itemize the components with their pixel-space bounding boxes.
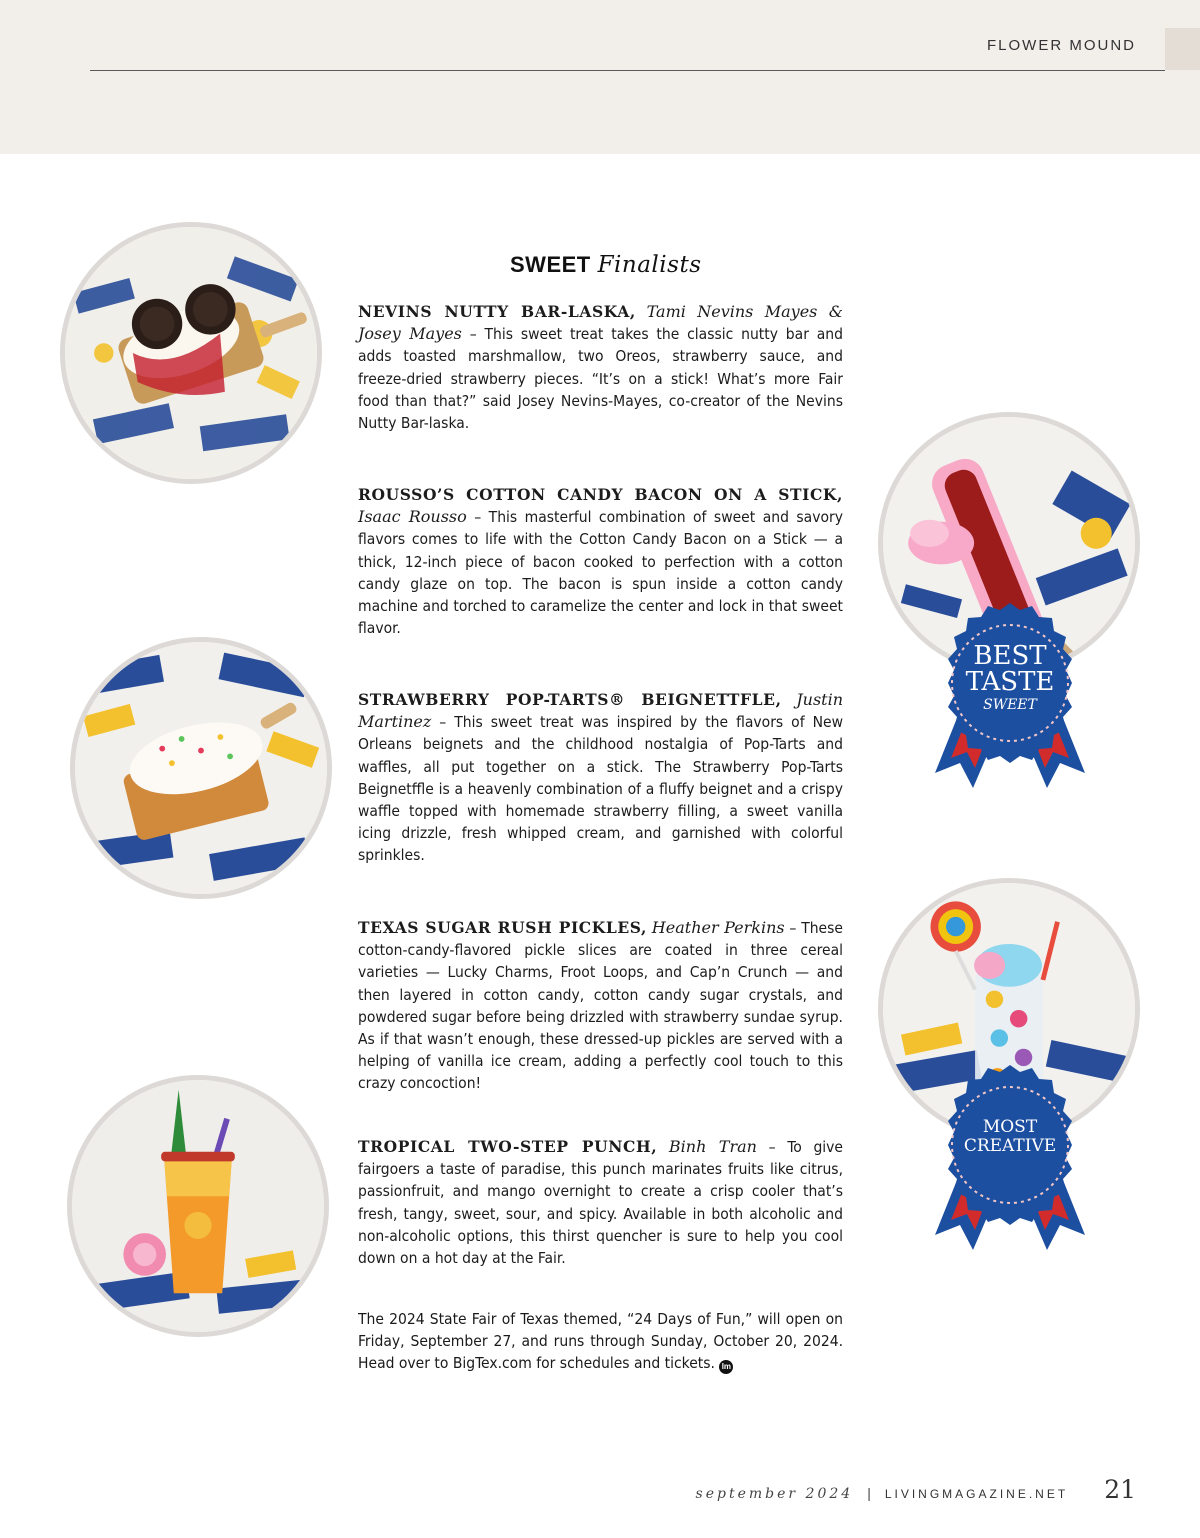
footer-month: september 2024 <box>695 1486 854 1502</box>
ribbon-best-taste <box>925 598 1095 808</box>
entry-name: STRAWBERRY POP-TARTS® BEIGNETTFLE, <box>358 690 782 709</box>
page-edge-tab <box>1165 28 1200 70</box>
entry-name: TEXAS SUGAR RUSH PICKLES, <box>358 918 647 937</box>
title-italic: Finalists <box>597 252 702 278</box>
page-number: 21 <box>1104 1475 1136 1504</box>
closing-paragraph <box>358 1308 843 1375</box>
header-rule <box>90 70 1165 71</box>
photo-tropical-punch <box>67 1075 329 1337</box>
photo-nutty-bar-laska <box>60 222 322 484</box>
entry-text: – These cotton-candy-flavored pickle slices are coated in three cereal varieties — Lucky Charms, Froot Loops, and Cap’n Crunch — and then layered in cotton candy, cotton candy sugar crystals, and powdered sugar before being drizzled with strawberry sundae syrup. As if that wasn’t enough, these dressed-up pickles are served with a helping of vanilla ice cream, adding a perfectly cool touch to this crazy concoction! <box>358 919 843 1093</box>
ribbon-line-3: SWEET <box>983 697 1037 713</box>
entry-author: Binh Tran <box>668 1137 757 1156</box>
entry-text: – This sweet treat takes the classic nutty bar and adds toasted marshmallow, two Oreos, strawberry sauce, and freeze-dried strawberry pieces. “It’s on a stick! What’s more Fair food than that?” said Josey Nevins-Mayes, co-creator of the Nevins Nutty Bar-laska. <box>358 325 843 433</box>
entry-beignettfle <box>358 689 843 867</box>
entry-name: NEVINS NUTTY BAR-LASKA, <box>358 302 636 321</box>
entry-text: – To give fairgoers a taste of paradise, this punch marinates fruits like citrus, passionfruit, and mango overnight to create a crisp cooler that’s fresh, tangy, sweet, sour, and spicy. Available in both alcoholic and non-alcoholic options, this thirst quencher is sure to help you cool down on a hot day at the Fair. <box>358 1138 843 1268</box>
photo-beignettfle <box>70 637 332 899</box>
page-footer <box>696 1475 1136 1505</box>
entry-text: – This masterful combination of sweet and savory flavors comes to life with the Cotton Candy Bacon on a Stick — a thick, 12-inch piece of bacon cooked to perfection with a cotton candy glaze on top. The bacon is spun inside a cotton candy machine and torched to caramelize the center and lock in that sweet flavor. <box>358 508 843 638</box>
entry-author: Tami Nevins Mayes & Josey Mayes <box>358 302 843 344</box>
ribbon-line-2: CREATIVE <box>963 1136 1057 1156</box>
entry-author: Isaac Rousso <box>358 507 467 527</box>
header-band <box>0 0 1200 154</box>
entry-text: – This sweet treat was inspired by the flavors of New Orleans beignets and the childhood nostalgia of Pop-Tarts and waffles, all put together on a stick. The Strawberry Pop-Tarts Beignetffle is a heavenly combination of a fluffy beignet and a crispy waffle topped with homemade strawberry filling, a sweet vanilla icing drizzle, fresh whipped cream, and garnished with colorful sprinkles. <box>358 713 843 865</box>
ribbon-line-1: MOST <box>982 1117 1038 1137</box>
entry-author: Justin Martinez <box>358 690 843 732</box>
ribbon-line-1: BEST <box>973 641 1047 671</box>
page-title <box>510 250 702 278</box>
closing-text: The 2024 State Fair of Texas themed, “24 Days of Fun,” will open on Friday, September 27, and runs through Sunday, October 20, 2024. Head over to BigTex.com for schedules and tickets. <box>358 1310 843 1373</box>
ribbon-most-creative <box>925 1060 1095 1270</box>
entry-rousso <box>358 484 843 639</box>
entry-nevins <box>358 301 843 434</box>
footer-separator: | <box>867 1485 871 1501</box>
magazine-logo-icon: lm <box>719 1360 733 1374</box>
entry-name: TROPICAL TWO-STEP PUNCH, <box>358 1137 658 1156</box>
section-label: FLOWER MOUND <box>987 37 1136 54</box>
entry-punch <box>358 1136 843 1269</box>
entry-pickles <box>358 917 843 1095</box>
footer-site: LIVINGMAGAZINE.NET <box>884 1487 1069 1501</box>
ribbon-line-2: TASTE <box>965 667 1055 697</box>
entry-author: Heather Perkins <box>651 918 785 937</box>
title-bold: SWEET <box>510 252 591 277</box>
entry-name: ROUSSO’S COTTON CANDY BACON ON A STICK, <box>358 485 843 504</box>
